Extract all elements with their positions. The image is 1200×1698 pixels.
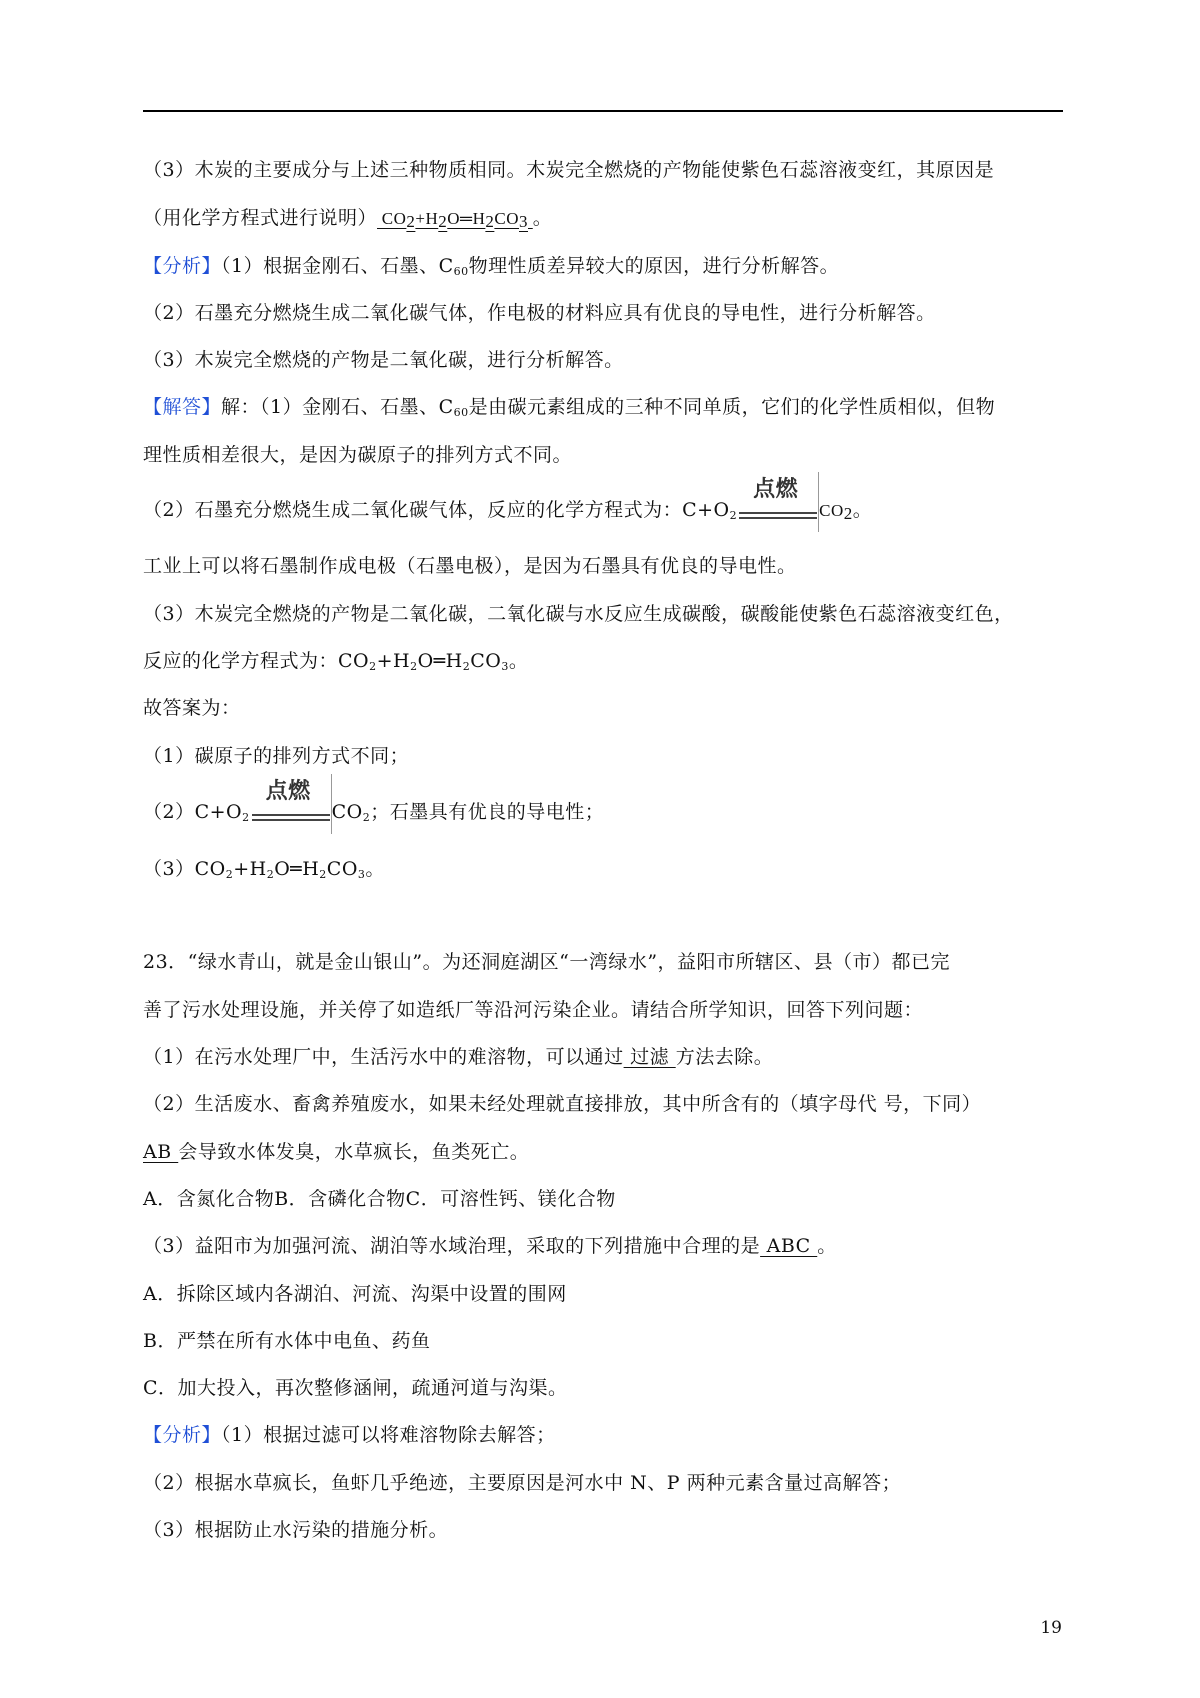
- text-line: [143, 1469, 901, 1497]
- text-segment: （1）碳原子的排列方式不同；: [143, 745, 410, 767]
- subscript: 60: [453, 265, 469, 278]
- text-segment: 。: [852, 499, 873, 521]
- condition-label: 点燃: [265, 779, 311, 804]
- text-segment: CO: [494, 209, 519, 228]
- text-line: [143, 1090, 981, 1118]
- section-tag: 【解答】: [143, 396, 222, 418]
- text-segment: 反应的化学方程式为：CO: [143, 650, 370, 672]
- text-segment: 理性质相差很大，是因为碳原子的排列方式不同。: [143, 444, 573, 466]
- text-segment: 。: [817, 1235, 837, 1257]
- text-line: [143, 1232, 837, 1260]
- subscript: 2: [369, 660, 377, 673]
- text-line: [143, 477, 873, 530]
- text-segment: CO: [331, 801, 363, 823]
- text-line: [143, 299, 936, 327]
- section-tag: 【分析】: [143, 255, 222, 277]
- text-segment: （2）石墨充分燃烧生成二氧化碳气体，作电极的材料应具有优良的导电性，进行分析解答。: [143, 302, 936, 324]
- text-segment: （2）根据水草疯长，鱼虾几乎绝迹，主要原因是河水中 N、P 两种元素含量过高解答；: [143, 1472, 902, 1494]
- text-segment: （2）生活废水、畜禽养殖废水，如果未经处理就直接排放，其中所含有的（填字母代 号，下同）: [143, 1093, 982, 1115]
- text-segment: 故答案为：: [143, 697, 241, 719]
- text-line: [143, 346, 624, 374]
- subscript: 2: [729, 509, 738, 522]
- text-line: [143, 393, 995, 427]
- text-line: [143, 204, 552, 236]
- text-line: [143, 1043, 773, 1071]
- equals-sign: [739, 512, 817, 519]
- text-segment: 。: [365, 858, 385, 880]
- header-rule: [143, 110, 1063, 112]
- subscript: 2: [266, 868, 275, 881]
- subscript: 2: [362, 811, 371, 824]
- text-line: [143, 1327, 430, 1355]
- subscript: 2: [225, 868, 234, 881]
- text-segment: （3）木炭完全燃烧的产物是二氧化碳，二氧化碳与水反应生成碳酸，碳酸能使紫色石蕊溶液变红色，: [143, 603, 1014, 625]
- text-line: [143, 948, 950, 976]
- text-line: [143, 647, 528, 681]
- text-segment: CO: [819, 501, 844, 520]
- text-line: [143, 1421, 556, 1449]
- text-segment: 是由碳元素组成的三种不同单质，它们的化学性质相似，但物: [468, 396, 996, 418]
- reaction-condition: [739, 477, 817, 530]
- text-segment: A．含氮化合物B．含磷化合物C．可溶性钙、镁化合物: [143, 1188, 616, 1210]
- subscript: 2: [438, 212, 448, 231]
- condition-label: 点燃: [753, 477, 799, 502]
- subscript: 2: [319, 868, 327, 881]
- text-segment: CO: [326, 858, 358, 880]
- subscript: 2: [485, 212, 495, 231]
- text-segment: 。: [532, 207, 553, 229]
- text-line: [143, 1374, 568, 1402]
- text-line: [143, 252, 839, 286]
- text-segment: （1）根据金刚石、石墨、C: [221, 255, 454, 277]
- text-line: [143, 1516, 448, 1544]
- text-line: [143, 855, 385, 889]
- text-line: [143, 694, 241, 722]
- text-segment: 方法去除。: [675, 1046, 774, 1068]
- text-line: [143, 441, 572, 469]
- page-number: 19: [1040, 1618, 1062, 1638]
- subscript: 3: [357, 868, 366, 881]
- text-line: [143, 1138, 529, 1166]
- text-segment: +H: [233, 858, 267, 880]
- text-line: [143, 742, 409, 770]
- text-segment: （3）CO: [143, 858, 226, 880]
- text-line: [143, 1185, 616, 1213]
- text-segment: ；石墨具有优良的导电性；: [370, 801, 605, 823]
- section-tag: 【分析】: [143, 1424, 222, 1446]
- reaction-condition: [252, 779, 330, 832]
- text-segment: 23．“绿水青山，就是金山银山”。为还洞庭湖区“一湾绿水”，益阳市所辖区、县（市）都已完: [143, 951, 951, 973]
- text-segment: ABC: [760, 1235, 818, 1257]
- text-segment: AB: [143, 1141, 179, 1163]
- equals-sign: [252, 814, 330, 821]
- text-segment: CO: [377, 209, 407, 228]
- text-segment: O═H: [447, 209, 486, 228]
- text-line: [143, 779, 605, 832]
- condition-frame-line: [331, 774, 332, 834]
- text-segment: +H: [376, 650, 411, 672]
- text-segment: 善了污水处理设施，并关停了如造纸厂等沿河污染企业。请结合所学知识，回答下列问题：: [143, 999, 924, 1021]
- text-segment: 工业上可以将石墨制作成电极（石墨电极），是因为石墨具有优良的导电性。: [143, 555, 797, 577]
- text-line: [143, 996, 923, 1024]
- text-segment: +H: [415, 209, 439, 228]
- text-line: [143, 600, 1014, 628]
- text-segment: O═H: [417, 650, 463, 672]
- subscript: 2: [462, 660, 471, 673]
- subscript: 2: [843, 504, 853, 523]
- text-segment: 过滤: [623, 1046, 676, 1068]
- subscript: 2: [406, 212, 416, 231]
- text-segment: 会导致水体发臭，水草疯长，鱼类死亡。: [178, 1141, 530, 1163]
- text-segment: （用化学方程式进行说明）: [143, 207, 378, 229]
- text-segment: 物理性质差异较大的原因，进行分析解答。: [468, 255, 840, 277]
- text-segment: O═H: [274, 858, 320, 880]
- text-segment: （3）益阳市为加强河流、湖泊等水域治理，采取的下列措施中合理的是: [143, 1235, 761, 1257]
- text-segment: （2）C+O: [143, 801, 243, 823]
- text-segment: CO: [470, 650, 502, 672]
- text-segment: 。: [508, 650, 529, 672]
- subscript: 2: [410, 660, 418, 673]
- text-segment: B．严禁在所有水体中电鱼、药鱼: [143, 1330, 431, 1352]
- text-segment: C．加大投入，再次整修涵闸，疏通河道与沟渠。: [143, 1377, 568, 1399]
- subscript: 2: [242, 811, 250, 824]
- text-segment: （2）石墨充分燃烧生成二氧化碳气体，反应的化学方程式为：C+O: [143, 499, 730, 521]
- text-segment: （1）根据过滤可以将难溶物除去解答；: [221, 1424, 556, 1446]
- text-line: [143, 552, 797, 580]
- text-segment: 解：（1）金刚石、石墨、C: [221, 396, 454, 418]
- text-segment: （3）根据防止水污染的措施分析。: [143, 1519, 449, 1541]
- text-segment: （3）木炭完全燃烧的产物是二氧化碳，进行分析解答。: [143, 349, 624, 371]
- text-segment: A．拆除区域内各湖泊、河流、沟渠中设置的围网: [143, 1283, 567, 1305]
- text-segment: （3）木炭的主要成分与上述三种物质相同。木炭完全燃烧的产物能使紫色石蕊溶液变红，其原因是: [143, 159, 995, 181]
- condition-frame-line: [818, 472, 819, 532]
- subscript: 3: [501, 660, 509, 673]
- text-line: [143, 1280, 567, 1308]
- text-line: [143, 156, 994, 184]
- subscript: 60: [453, 406, 469, 419]
- text-segment: （1）在污水处理厂中，生活污水中的难溶物，可以通过: [143, 1046, 624, 1068]
- subscript: 3: [519, 212, 528, 231]
